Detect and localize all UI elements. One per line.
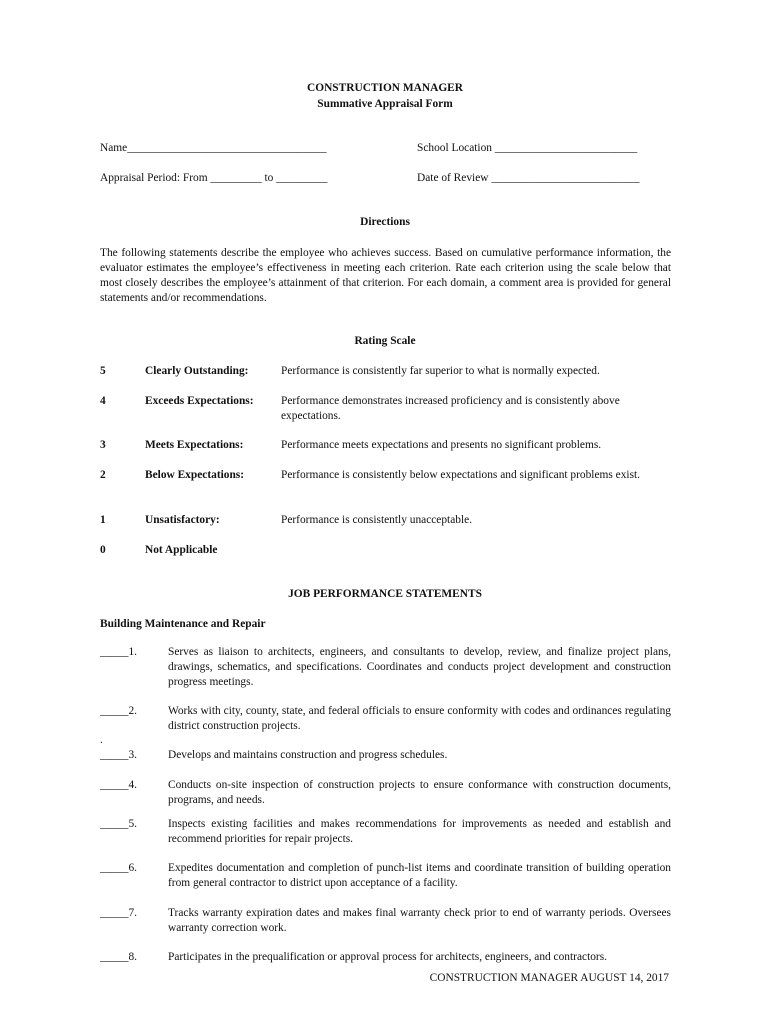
school-location-field[interactable]: School Location _________________________ [417, 142, 638, 154]
statement-text: Expedites documentation and completion of punch-list items and coordinate transition of building operation from general contractor to district upon acceptance of a facility. [168, 862, 671, 889]
statement-text: Conducts on-site inspection of construction projects to ensure conformance with construction documents, programs, and needs. [168, 779, 671, 806]
directions-text: The following statements describe the employee who achieves success. Based on cumulative performance information, the evaluator estimates the employee’s effectiveness in meeting each criterion. Rate each criterion using the scale below that most closely describes the employee’s attainment of that criterion. For each domain, a comment area is provided for general statements and/or recommendations. [100, 247, 671, 304]
statement-rating-blank[interactable]: _____4. [100, 779, 138, 791]
form-subtitle: Summative Appraisal Form [317, 98, 453, 110]
rating-score: 1 [100, 514, 106, 526]
rating-description: Performance is consistently below expectations and significant problems exist. [281, 469, 641, 481]
statement-text: Develops and maintains construction and progress schedules. [168, 749, 448, 761]
rating-score: 0 [100, 544, 106, 556]
rating-label: Meets Expectations: [145, 439, 244, 451]
statement-rating-blank[interactable]: _____7. [100, 907, 138, 919]
directions-heading: Directions [360, 216, 410, 228]
statement-rating-blank[interactable]: _____1. [100, 646, 138, 658]
job-performance-heading: JOB PERFORMANCE STATEMENTS [288, 588, 482, 600]
rating-label: Clearly Outstanding: [145, 365, 249, 377]
rating-label: Not Applicable [145, 544, 218, 556]
rating-label: Unsatisfactory: [145, 514, 220, 526]
form-title: CONSTRUCTION MANAGER [307, 82, 463, 94]
statement-text: Participates in the prequalification or approval process for architects, engineers, and contractors. [168, 951, 608, 963]
statement-text: Works with city, county, state, and federal officials to ensure conformity with codes and ordinances regulating district construction projects. [168, 705, 671, 732]
date-of-review-field[interactable]: Date of Review __________________________ [417, 172, 640, 184]
rating-description: Performance is consistently unacceptable. [281, 514, 473, 526]
rating-description: Performance meets expectations and presents no significant problems. [281, 439, 602, 451]
rating-description: Performance is consistently far superior to what is normally expected. [281, 365, 600, 377]
rating-score: 3 [100, 439, 106, 451]
rating-score: 5 [100, 365, 106, 377]
statement-text: Tracks warranty expiration dates and makes final warranty check prior to end of warranty periods. Oversees warranty correction work. [168, 907, 671, 934]
rating-score: 2 [100, 469, 106, 481]
rating-description: Performance demonstrates increased proficiency and is consistently above expectations. [281, 395, 620, 422]
statement-rating-blank[interactable]: _____2. [100, 705, 138, 717]
page-footer: CONSTRUCTION MANAGER AUGUST 14, 2017 [429, 972, 669, 984]
rating-score: 4 [100, 395, 106, 407]
statement-text: Serves as liaison to architects, engineers, and consultants to develop, review, and finalize project plans, drawings, schematics, and specifications. Coordinates and conducts project development and construction progress meetings. [168, 646, 671, 688]
stray-mark: . [100, 734, 103, 746]
rating-label: Below Expectations: [145, 469, 245, 481]
statement-rating-blank[interactable]: _____6. [100, 862, 138, 874]
name-field[interactable]: Name___________________________________ [100, 142, 327, 154]
statement-rating-blank[interactable]: _____5. [100, 818, 138, 830]
appraisal-period-field[interactable]: Appraisal Period: From _________ to _________ [100, 172, 328, 184]
statement-text: Inspects existing facilities and makes recommendations for improvements as needed and establish and recommend priorities for repair projects. [168, 818, 671, 845]
statement-rating-blank[interactable]: _____3. [100, 749, 138, 761]
rating-scale-heading: Rating Scale [354, 335, 416, 347]
section-heading: Building Maintenance and Repair [100, 618, 266, 630]
statement-rating-blank[interactable]: _____8. [100, 951, 138, 963]
rating-label: Exceeds Expectations: [145, 395, 254, 407]
